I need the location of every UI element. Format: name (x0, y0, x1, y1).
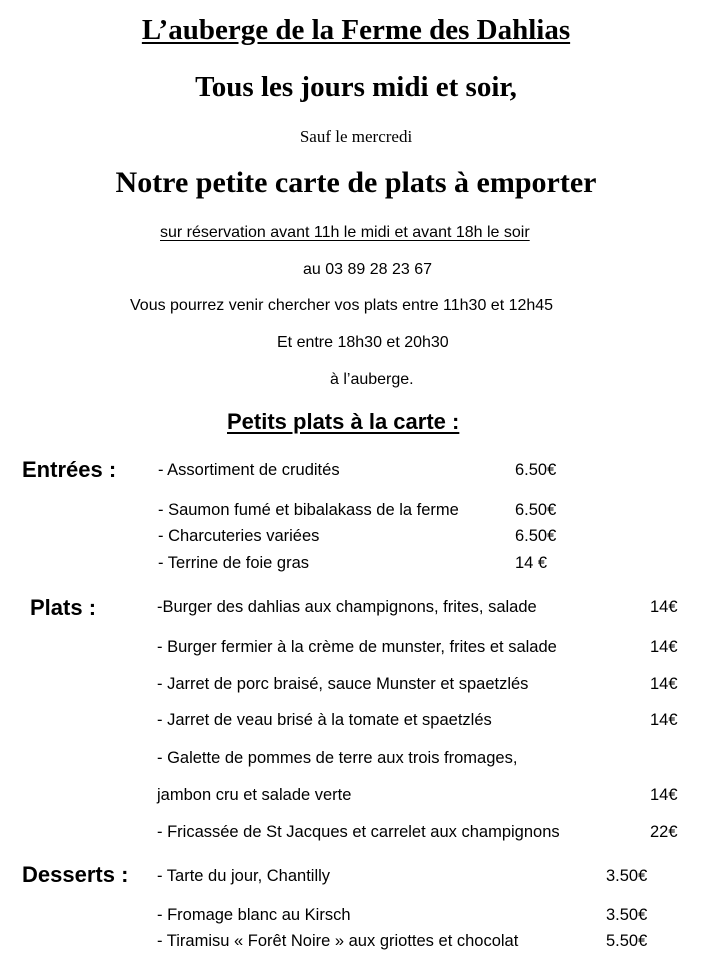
pickup-place: à l’auberge. (330, 371, 414, 388)
menu-item-name: - Burger fermier à la crème de munster, frites et salade (157, 638, 557, 656)
menu-item-name: - Jarret de porc braisé, sauce Munster et spaetzlés (157, 675, 529, 693)
menu-item-name: - Fricassée de St Jacques et carrelet aux champignons (157, 823, 560, 841)
category-label-plats: Plats : (30, 595, 97, 620)
category-label-entrees: Entrées : (22, 457, 117, 482)
menu-item-name: - Fromage blanc au Kirsch (157, 906, 351, 924)
menu-item-price: 14 € (515, 554, 548, 572)
menu-item-price: 5.50€ (606, 932, 648, 950)
menu-item-name: - Charcuteries variées (158, 527, 320, 545)
menu-item-name: -Burger des dahlias aux champignons, frites, salade (157, 598, 537, 616)
menu-item-name: - Assortiment de crudités (158, 461, 340, 479)
menu-item-name: jambon cru et salade verte (157, 786, 352, 804)
opening-days: Tous les jours midi et soir, (195, 71, 517, 103)
closed-day: Sauf le mercredi (299, 127, 413, 146)
menu-item-price: 14€ (650, 598, 678, 616)
menu-item-name: - Tarte du jour, Chantilly (157, 867, 331, 885)
menu-item-price: 3.50€ (606, 906, 648, 924)
menu-item-price: 14€ (650, 711, 678, 729)
menu-item-price: 14€ (650, 786, 678, 804)
reservation-note: sur réservation avant 11h le midi et avant 18h le soir (160, 224, 530, 241)
page-title: L’auberge de la Ferme des Dahlias (141, 14, 571, 46)
category-label-desserts: Desserts : (22, 862, 129, 887)
menu-item-name: - Saumon fumé et bibalakass de la ferme (158, 501, 459, 519)
menu-item-name: - Terrine de foie gras (158, 554, 310, 572)
menu-item-name: - Tiramisu « Forêt Noire » aux griottes et chocolat (157, 932, 519, 950)
menu-item-price: 6.50€ (515, 501, 557, 519)
menu-item-price: 14€ (650, 675, 678, 693)
menu-item-name: - Galette de pommes de terre aux trois fromages, (157, 749, 518, 767)
menu-item-price: 3.50€ (606, 867, 648, 885)
menu-item-price: 14€ (650, 638, 678, 656)
menu-item-price: 6.50€ (515, 527, 557, 545)
menu-item-price: 22€ (650, 823, 678, 841)
pickup-hours-midday: Vous pourrez venir chercher vos plats entre 11h30 et 12h45 (130, 297, 554, 314)
menu-item-price: 6.50€ (515, 461, 557, 479)
menu-subtitle: Notre petite carte de plats à emporter (115, 166, 597, 199)
menu-item-name: - Jarret de veau brisé à la tomate et spaetzlés (157, 711, 492, 729)
phone-number: au 03 89 28 23 67 (303, 261, 433, 278)
pickup-hours-evening: Et entre 18h30 et 20h30 (277, 334, 449, 351)
menu-section-title: Petits plats à la carte : (227, 409, 460, 434)
